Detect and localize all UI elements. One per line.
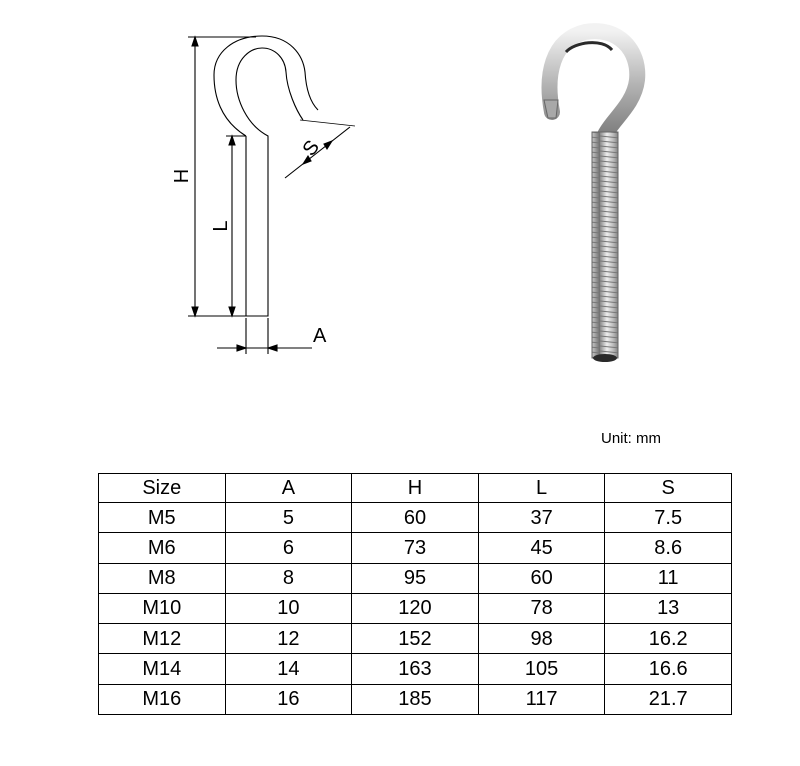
cell-h: 95 xyxy=(352,563,479,593)
cell-s: 21.7 xyxy=(605,684,732,714)
table-row xyxy=(99,563,732,593)
cell-l: 60 xyxy=(478,563,605,593)
cell-h: 120 xyxy=(352,593,479,623)
table-row xyxy=(99,684,732,714)
table-row xyxy=(99,503,732,533)
cell-size: M12 xyxy=(99,624,226,654)
cell-s: 8.6 xyxy=(605,533,732,563)
cell-a: 12 xyxy=(225,624,352,654)
cell-a: 8 xyxy=(225,563,352,593)
table-row xyxy=(99,593,732,623)
cell-h: 152 xyxy=(352,624,479,654)
table-row xyxy=(99,654,732,684)
cell-l: 105 xyxy=(478,654,605,684)
label-s: S xyxy=(298,136,325,161)
cell-s: 11 xyxy=(605,563,732,593)
cell-h: 60 xyxy=(352,503,479,533)
cell-size: M10 xyxy=(99,593,226,623)
table-row xyxy=(99,624,732,654)
cell-h: 185 xyxy=(352,684,479,714)
cell-a: 10 xyxy=(225,593,352,623)
cell-l: 117 xyxy=(478,684,605,714)
label-h: H xyxy=(171,168,193,184)
cell-a: 16 xyxy=(225,684,352,714)
cell-size: M5 xyxy=(99,503,226,533)
cell-size: M14 xyxy=(99,654,226,684)
cell-a: 5 xyxy=(225,503,352,533)
header-h: H xyxy=(352,474,479,503)
cell-l: 78 xyxy=(478,593,605,623)
label-a: A xyxy=(313,325,327,347)
technical-drawing xyxy=(188,36,355,354)
cell-s: 16.6 xyxy=(605,654,732,684)
header-size: Size xyxy=(99,474,226,503)
table-header-row xyxy=(99,474,732,503)
table-row xyxy=(99,533,732,563)
header-l: L xyxy=(478,474,605,503)
cell-l: 37 xyxy=(478,503,605,533)
size-table xyxy=(98,473,732,715)
hook-outline xyxy=(214,36,318,316)
cell-h: 163 xyxy=(352,654,479,684)
cell-l: 98 xyxy=(478,624,605,654)
cell-size: M8 xyxy=(99,563,226,593)
hook-photo xyxy=(544,31,637,362)
cell-s: 7.5 xyxy=(605,503,732,533)
cell-s: 16.2 xyxy=(605,624,732,654)
cell-s: 13 xyxy=(605,593,732,623)
cell-size: M16 xyxy=(99,684,226,714)
unit-label: Unit: mm xyxy=(601,430,661,447)
cell-a: 6 xyxy=(225,533,352,563)
threaded-shank xyxy=(592,132,618,358)
header-s: S xyxy=(605,474,732,503)
cell-h: 73 xyxy=(352,533,479,563)
cell-l: 45 xyxy=(478,533,605,563)
label-l: L xyxy=(210,220,232,232)
header-a: A xyxy=(225,474,352,503)
cell-a: 14 xyxy=(225,654,352,684)
cell-size: M6 xyxy=(99,533,226,563)
